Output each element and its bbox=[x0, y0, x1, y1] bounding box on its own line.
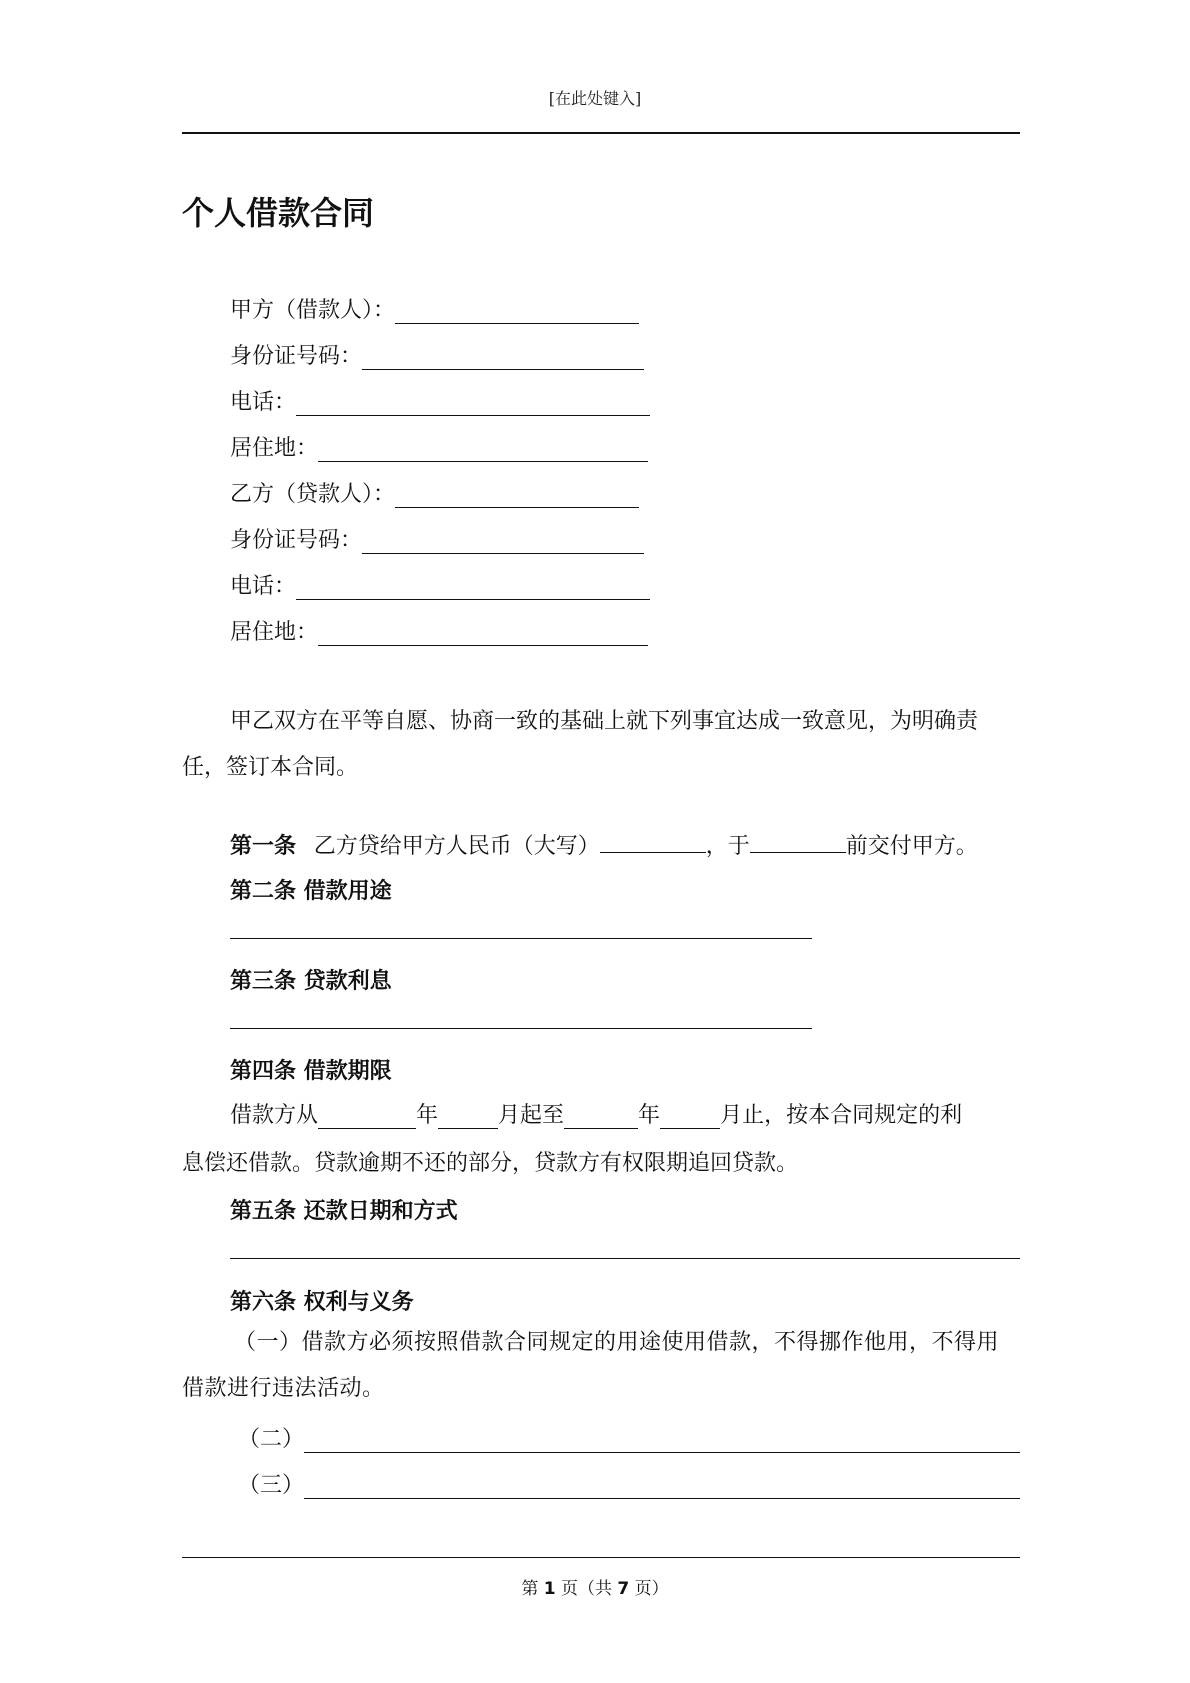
party-a-phone-field bbox=[230, 384, 650, 416]
fill-blank bbox=[296, 389, 650, 416]
end-month-blank bbox=[660, 1104, 720, 1129]
article-1-text-b: ，于 bbox=[705, 834, 750, 859]
article-1 bbox=[230, 829, 978, 860]
field-label: 居住地： bbox=[230, 436, 319, 461]
party-b-id-field bbox=[230, 522, 644, 554]
party-b-address-field bbox=[230, 614, 648, 646]
fill-blank bbox=[318, 619, 648, 646]
fill-blank bbox=[395, 481, 639, 508]
article-2-heading: 第二条 借款用途 bbox=[230, 879, 392, 904]
article-1-text-c: 前交付甲方。 bbox=[845, 834, 978, 859]
footer-suffix: 页） bbox=[634, 1579, 669, 1599]
fill-blank bbox=[362, 343, 644, 370]
page-footer bbox=[0, 1574, 1190, 1599]
article-6-heading: 第六条 权利与义务 bbox=[230, 1290, 414, 1315]
footer-rule bbox=[182, 1557, 1020, 1558]
date-blank bbox=[750, 830, 846, 853]
fill-blank bbox=[304, 1474, 1020, 1499]
field-label: 身份证号码： bbox=[230, 344, 363, 369]
article-6-item-3 bbox=[238, 1468, 1020, 1499]
text: 年 bbox=[638, 1103, 661, 1128]
item-label: （二） bbox=[238, 1427, 305, 1452]
text: 月止，按本合同规定的利 bbox=[720, 1103, 963, 1128]
start-year-blank bbox=[318, 1104, 416, 1129]
article-3-heading: 第三条 贷款利息 bbox=[230, 969, 392, 994]
page-header: [在此处键入] bbox=[548, 89, 642, 108]
field-label: 居住地： bbox=[230, 620, 319, 645]
fill-blank bbox=[318, 435, 648, 462]
article-2-blank-line bbox=[230, 938, 812, 939]
party-a-address-field bbox=[230, 430, 648, 462]
field-label: 乙方（贷款人）： bbox=[230, 482, 396, 507]
fill-blank bbox=[362, 527, 644, 554]
intro-paragraph: 甲乙双方在平等自愿、协商一致的基础上就下列事宜达成一致意见，为明确责任，签订本合同。 bbox=[182, 709, 979, 780]
text: 年 bbox=[416, 1103, 439, 1128]
header-rule bbox=[182, 132, 1020, 134]
footer-middle: 页（共 bbox=[561, 1579, 612, 1599]
text: 月起至 bbox=[498, 1103, 565, 1128]
footer-prefix: 第 bbox=[521, 1579, 539, 1599]
amount-blank bbox=[600, 830, 706, 853]
item-label: （三） bbox=[238, 1473, 305, 1498]
fill-blank bbox=[395, 297, 639, 324]
article-4-line-2: 息偿还借款。贷款逾期不还的部分，贷款方有权限期追回贷款。 bbox=[182, 1151, 799, 1176]
article-5-heading: 第五条 还款日期和方式 bbox=[230, 1199, 458, 1224]
fill-blank bbox=[304, 1428, 1020, 1453]
article-5-blank-line bbox=[230, 1258, 1020, 1259]
start-month-blank bbox=[438, 1104, 498, 1129]
party-b-name-field bbox=[230, 476, 639, 508]
article-6-item-1: （一）借款方必须按照借款合同规定的用途使用借款，不得挪作他用，不得用借款进行违法活动。 bbox=[182, 1330, 1000, 1401]
text: 借款方从 bbox=[230, 1103, 319, 1128]
field-label: 电话： bbox=[230, 574, 297, 599]
fill-blank bbox=[296, 573, 650, 600]
field-label: 电话： bbox=[230, 390, 297, 415]
party-b-phone-field bbox=[230, 568, 650, 600]
total-page-number: 7 bbox=[617, 1579, 630, 1599]
field-label: 身份证号码： bbox=[230, 528, 363, 553]
article-1-heading: 第一条 bbox=[230, 834, 297, 859]
end-year-blank bbox=[564, 1104, 638, 1129]
document-title: 个人借款合同 bbox=[182, 194, 375, 232]
article-4-heading: 第四条 借款期限 bbox=[230, 1059, 392, 1084]
party-a-id-field bbox=[230, 338, 644, 370]
article-4-line-1 bbox=[230, 1098, 962, 1129]
field-label: 甲方（借款人）： bbox=[230, 298, 396, 323]
article-6-item-2 bbox=[238, 1422, 1020, 1453]
article-1-text-a: 乙方贷给甲方人民币（大写） bbox=[313, 834, 600, 859]
party-a-name-field bbox=[230, 292, 639, 324]
article-3-blank-line bbox=[230, 1028, 812, 1029]
current-page-number: 1 bbox=[543, 1579, 556, 1599]
